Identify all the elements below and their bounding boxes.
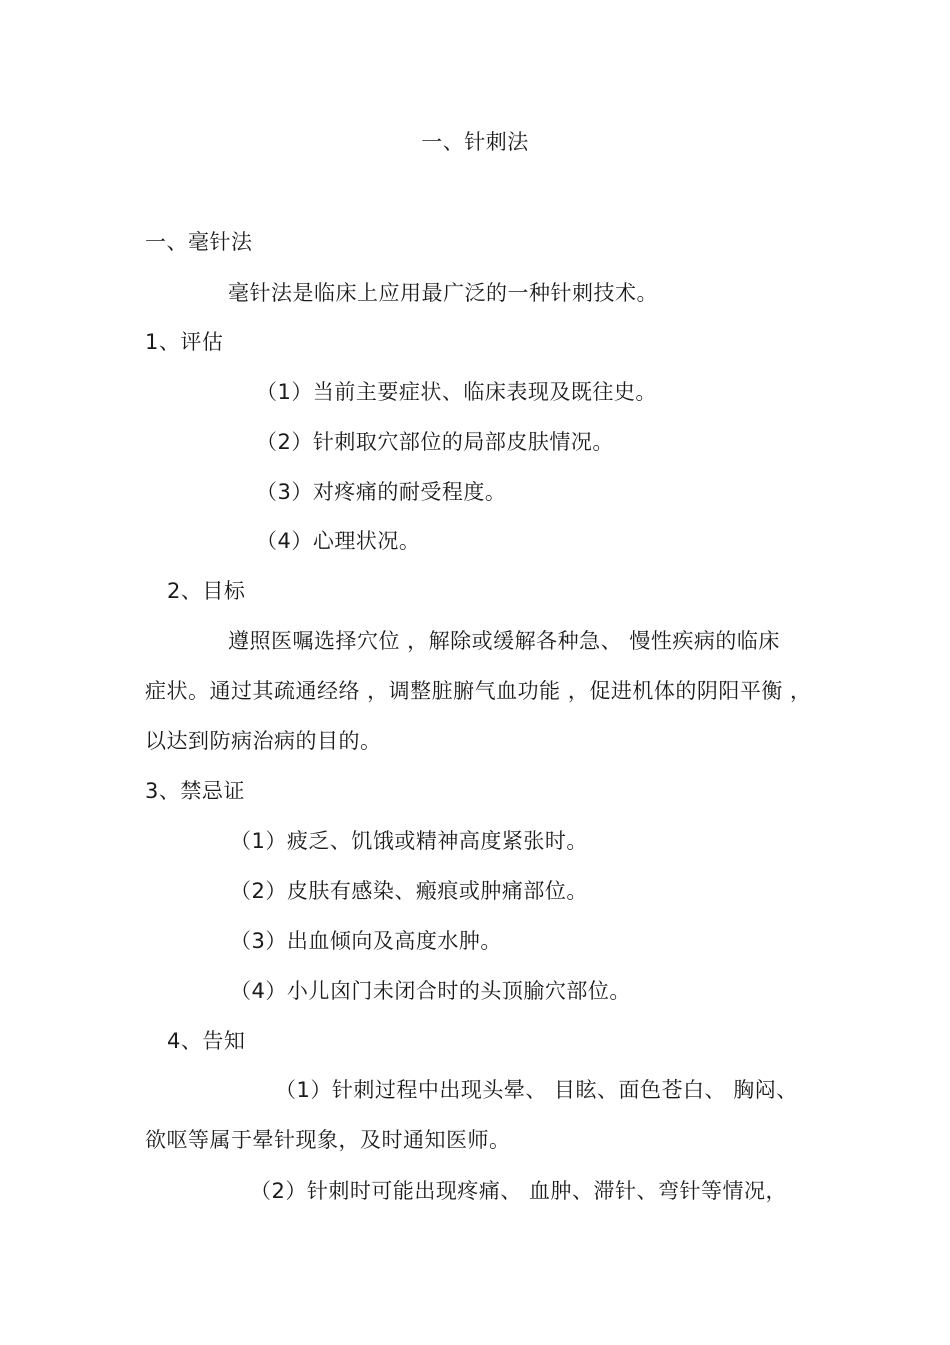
section-heading: 一、毫针法 — [145, 230, 253, 254]
page-title: 一、针刺法 — [421, 130, 529, 154]
goal-line: 症状。通过其疏通经络 ，调整脏腑气血功能 ，促进机体的阴阳平衡 ， — [145, 679, 812, 703]
goal-line: 以达到防病治病的目的。 — [145, 729, 382, 753]
goal-heading: 2、目标 — [167, 579, 246, 603]
intro-paragraph: 毫针法是临床上应用最广泛的一种针刺技术。 — [228, 281, 658, 305]
contraindications-heading: 3、禁忌证 — [145, 779, 245, 803]
goal-line: 遵照医嘱选择穴位 ，解除或缓解各种急、 慢性疾病的临床 — [228, 629, 780, 653]
evaluation-heading: 1、评估 — [145, 330, 224, 354]
notice-line: （2）针刺时可能出现疼痛、 血肿、滞针、弯针等情况， — [250, 1179, 788, 1203]
evaluation-item: （3）对疼痛的耐受程度。 — [256, 480, 507, 504]
notice-heading: 4、告知 — [167, 1029, 246, 1053]
contraindication-item: （3）出血倾向及高度水肿。 — [230, 929, 502, 953]
contraindication-item: （4）小儿囟门未闭合时的头顶腧穴部位。 — [230, 979, 631, 1003]
evaluation-item: （4）心理状况。 — [256, 529, 421, 553]
evaluation-item: （1）当前主要症状、临床表现及既往史。 — [256, 380, 657, 404]
evaluation-item: （2）针刺取穴部位的局部皮肤情况。 — [256, 430, 614, 454]
notice-line: （1）针刺过程中出现头晕、 目眩、面色苍白、 胸闷、 — [275, 1078, 798, 1102]
contraindication-item: （2）皮肤有感染、瘢痕或肿痛部位。 — [230, 879, 588, 903]
notice-line: 欲呕等属于晕针现象，及时通知医师。 — [145, 1128, 511, 1152]
contraindication-item: （1）疲乏、饥饿或精神高度紧张时。 — [230, 829, 588, 853]
